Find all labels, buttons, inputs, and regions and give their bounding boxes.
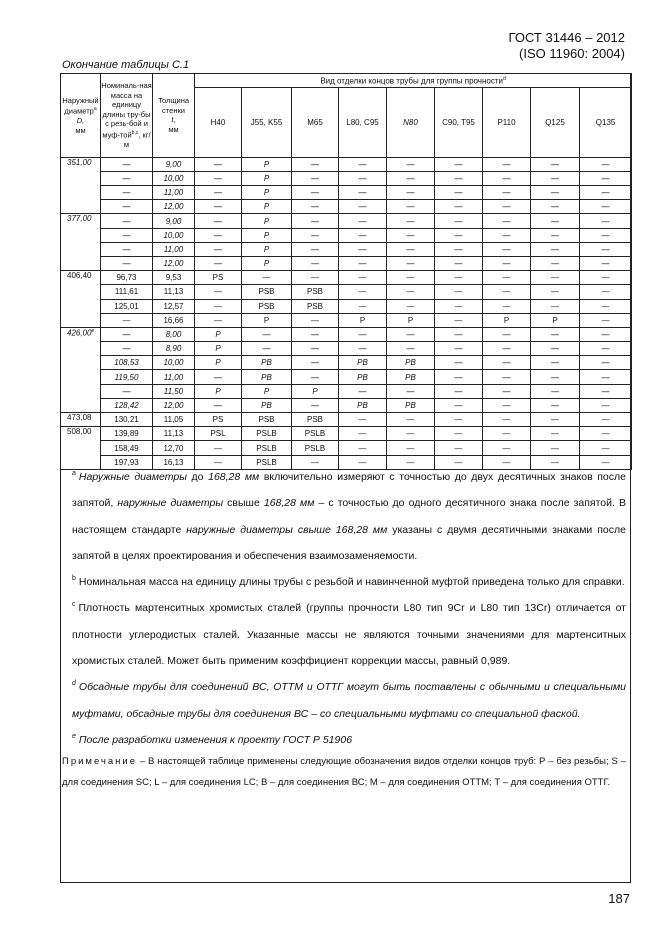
- finish-cell: —: [435, 242, 483, 256]
- table-row: [61, 171, 632, 185]
- finish-cell: —: [339, 342, 387, 356]
- finish-cell: P: [242, 228, 292, 242]
- mass-cell: —: [101, 313, 153, 327]
- finish-cell: —: [292, 214, 339, 228]
- grade-header: M65: [292, 87, 339, 157]
- wall-cell: 11,00: [153, 370, 195, 384]
- finish-cell: —: [387, 186, 435, 200]
- finish-cell: —: [339, 455, 387, 469]
- table-row: [61, 413, 632, 427]
- finish-cell: —: [339, 327, 387, 341]
- finish-cell: —: [339, 256, 387, 270]
- finish-cell: P: [242, 157, 292, 171]
- finish-cell: —: [292, 356, 339, 370]
- mass-cell: —: [101, 342, 153, 356]
- finish-cell: —: [435, 455, 483, 469]
- finish-cell: —: [387, 242, 435, 256]
- finish-cell: —: [195, 299, 242, 313]
- grade-header: J55, K55: [242, 87, 292, 157]
- finish-cell: —: [531, 356, 580, 370]
- finish-cell: —: [195, 214, 242, 228]
- finish-cell: —: [580, 327, 632, 341]
- finish-cell: PS: [195, 413, 242, 427]
- wall-cell: 10,00: [153, 228, 195, 242]
- finish-cell: —: [531, 186, 580, 200]
- finish-cell: —: [387, 271, 435, 285]
- finish-cell: —: [387, 157, 435, 171]
- wall-cell: 11,13: [153, 427, 195, 441]
- finish-cell: —: [580, 427, 632, 441]
- finish-cell: —: [435, 271, 483, 285]
- finish-cell: —: [435, 413, 483, 427]
- finish-cell: —: [435, 356, 483, 370]
- finish-cell: PSB: [292, 299, 339, 313]
- finish-cell: —: [387, 441, 435, 455]
- footnote-c: $^c$ Плотность мартенситных хромистых сталей (группы прочности L80 тип 9Cr и L80 тип 13Cr) отличается от плотности углеродистых сталей. Указанные массы не являются точными значениями для мартенситных хромистых сталей. Может быть применим коэффициент коррекции массы, равный 0,989.: [72, 601, 626, 668]
- grade-header: L80, C95: [339, 87, 387, 157]
- finish-cell: —: [580, 299, 632, 313]
- finish-cell: PSL: [195, 427, 242, 441]
- finish-cell: PSB: [292, 285, 339, 299]
- finish-cell: —: [580, 398, 632, 412]
- finish-cell: —: [483, 285, 531, 299]
- finish-cell: —: [483, 242, 531, 256]
- finish-cell: —: [483, 171, 531, 185]
- finish-cell: —: [531, 342, 580, 356]
- table-row: [61, 356, 632, 370]
- finish-cell: —: [531, 299, 580, 313]
- finish-cell: P: [339, 313, 387, 327]
- finish-cell: —: [483, 441, 531, 455]
- finish-cell: PB: [339, 370, 387, 384]
- table-row: [61, 228, 632, 242]
- finish-cell: —: [483, 427, 531, 441]
- mass-cell: —: [101, 384, 153, 398]
- od-cell: 351,00: [61, 157, 101, 214]
- finish-cell: —: [195, 441, 242, 455]
- table-row: [61, 200, 632, 214]
- table-row: [61, 398, 632, 412]
- finish-cell: —: [580, 171, 632, 185]
- finish-cell: PSLB: [242, 455, 292, 469]
- finish-cell: PS: [195, 271, 242, 285]
- grade-header: Q125: [531, 87, 580, 157]
- finish-cell: —: [435, 157, 483, 171]
- wall-cell: 10,00: [153, 356, 195, 370]
- finish-cell: —: [483, 271, 531, 285]
- mass-cell: 130,21: [101, 413, 153, 427]
- finish-cell: —: [483, 413, 531, 427]
- finish-cell: —: [292, 455, 339, 469]
- page-number: 187: [608, 891, 630, 906]
- mass-cell: 197,93: [101, 455, 153, 469]
- finish-cell: —: [435, 313, 483, 327]
- finish-cell: —: [339, 427, 387, 441]
- finish-cell: —: [531, 327, 580, 341]
- finish-cell: P: [242, 171, 292, 185]
- finish-cell: —: [292, 228, 339, 242]
- finish-cell: —: [387, 413, 435, 427]
- finish-cell: —: [580, 370, 632, 384]
- finish-cell: P: [242, 214, 292, 228]
- finish-cell: —: [292, 327, 339, 341]
- wall-cell: 9,53: [153, 271, 195, 285]
- col-header-wall: Толщина стенки t, мм: [153, 74, 195, 158]
- table-row: [61, 242, 632, 256]
- wall-cell: 12,57: [153, 299, 195, 313]
- finish-cell: —: [580, 228, 632, 242]
- wall-cell: 10,00: [153, 171, 195, 185]
- finish-cell: —: [580, 157, 632, 171]
- footnote-b: $^b$ Номинальная масса на единицу длины трубы с резьбой и навинченной муфтой приведена только для справки.: [72, 575, 625, 589]
- wall-cell: 11,00: [153, 186, 195, 200]
- pipe-table: [60, 73, 632, 470]
- finish-cell: —: [483, 200, 531, 214]
- finish-cell: —: [292, 157, 339, 171]
- finish-cell: P: [387, 313, 435, 327]
- wall-cell: 16,13: [153, 455, 195, 469]
- finish-cell: —: [483, 186, 531, 200]
- od-cell: 406,40: [61, 271, 101, 328]
- wall-cell: 12,00: [153, 200, 195, 214]
- finish-cell: —: [292, 313, 339, 327]
- finish-cell: —: [195, 228, 242, 242]
- col-header-od: Наружный диаметр$^a$ D, мм: [61, 74, 101, 158]
- mass-cell: 139,89: [101, 427, 153, 441]
- wall-cell: 9,00: [153, 157, 195, 171]
- finish-cell: —: [339, 384, 387, 398]
- finish-cell: —: [435, 384, 483, 398]
- od-cell: 426,00e: [61, 327, 101, 412]
- finish-cell: —: [435, 427, 483, 441]
- finish-cell: —: [435, 214, 483, 228]
- table-row: [61, 214, 632, 228]
- od-cell: 508,00: [61, 427, 101, 470]
- finish-cell: —: [580, 441, 632, 455]
- finish-cell: —: [387, 285, 435, 299]
- finish-cell: —: [292, 271, 339, 285]
- table-row: [61, 384, 632, 398]
- finish-cell: PSB: [242, 285, 292, 299]
- wall-cell: 12,70: [153, 441, 195, 455]
- finish-cell: —: [387, 342, 435, 356]
- finish-cell: —: [483, 256, 531, 270]
- finish-cell: —: [483, 455, 531, 469]
- grade-header: P110: [483, 87, 531, 157]
- finish-cell: —: [292, 242, 339, 256]
- finish-cell: —: [195, 256, 242, 270]
- finish-cell: —: [195, 455, 242, 469]
- finish-cell: —: [580, 413, 632, 427]
- finish-cell: —: [387, 214, 435, 228]
- finish-cell: —: [531, 441, 580, 455]
- table-row: [61, 427, 632, 441]
- standard-number: ГОСТ 31446 – 2012: [508, 30, 625, 45]
- finish-cell: —: [339, 413, 387, 427]
- finish-cell: P: [195, 356, 242, 370]
- od-cell: 473,08: [61, 413, 101, 427]
- finish-cell: —: [292, 200, 339, 214]
- finish-cell: —: [580, 342, 632, 356]
- wall-cell: 12,00: [153, 398, 195, 412]
- finish-cell: —: [531, 370, 580, 384]
- finish-cell: —: [292, 342, 339, 356]
- finish-cell: —: [292, 256, 339, 270]
- finish-cell: PB: [387, 356, 435, 370]
- finish-cell: —: [580, 384, 632, 398]
- finish-cell: P: [242, 242, 292, 256]
- finish-cell: —: [339, 157, 387, 171]
- iso-reference: (ISO 11960: 2004): [519, 46, 625, 61]
- mass-cell: —: [101, 157, 153, 171]
- finish-cell: P: [292, 384, 339, 398]
- finish-cell: —: [483, 157, 531, 171]
- table-row: [61, 342, 632, 356]
- finish-cell: —: [387, 256, 435, 270]
- finish-cell: —: [580, 214, 632, 228]
- mass-cell: —: [101, 186, 153, 200]
- wall-cell: 9,00: [153, 214, 195, 228]
- finish-cell: —: [531, 157, 580, 171]
- finish-cell: PB: [387, 370, 435, 384]
- finish-cell: —: [387, 427, 435, 441]
- finish-cell: —: [387, 228, 435, 242]
- mass-cell: —: [101, 228, 153, 242]
- finish-cell: —: [339, 271, 387, 285]
- table-row: [61, 299, 632, 313]
- finish-cell: P: [242, 313, 292, 327]
- mass-cell: —: [101, 327, 153, 341]
- finish-cell: —: [531, 285, 580, 299]
- finish-cell: —: [531, 384, 580, 398]
- finish-cell: —: [435, 299, 483, 313]
- finish-cell: —: [195, 285, 242, 299]
- col-header-group: Вид отделки концов трубы для группы прочности$^d$: [195, 74, 632, 88]
- finish-cell: —: [435, 200, 483, 214]
- wall-cell: 12,00: [153, 256, 195, 270]
- finish-cell: —: [195, 313, 242, 327]
- finish-cell: —: [195, 157, 242, 171]
- finish-cell: —: [339, 171, 387, 185]
- finish-cell: —: [531, 214, 580, 228]
- wall-cell: 11,13: [153, 285, 195, 299]
- finish-cell: —: [195, 242, 242, 256]
- finish-cell: —: [292, 370, 339, 384]
- finish-cell: —: [292, 398, 339, 412]
- finish-cell: PSLB: [242, 427, 292, 441]
- finish-cell: —: [195, 186, 242, 200]
- finish-cell: —: [339, 228, 387, 242]
- finish-cell: —: [531, 427, 580, 441]
- mass-cell: —: [101, 242, 153, 256]
- finish-cell: —: [242, 342, 292, 356]
- finish-cell: PSLB: [242, 441, 292, 455]
- finish-cell: —: [387, 327, 435, 341]
- finish-cell: —: [339, 186, 387, 200]
- finish-cell: —: [580, 356, 632, 370]
- finish-cell: —: [242, 327, 292, 341]
- finish-cell: —: [339, 299, 387, 313]
- finish-cell: PSB: [242, 299, 292, 313]
- finish-cell: —: [435, 327, 483, 341]
- mass-cell: 125,01: [101, 299, 153, 313]
- mass-cell: 96,73: [101, 271, 153, 285]
- grade-header: C90, T95: [435, 87, 483, 157]
- table-footnotes: [62, 464, 626, 793]
- finish-cell: —: [435, 398, 483, 412]
- table-row: [61, 186, 632, 200]
- finish-cell: —: [483, 370, 531, 384]
- finish-cell: —: [483, 228, 531, 242]
- finish-cell: —: [531, 242, 580, 256]
- finish-cell: P: [242, 256, 292, 270]
- finish-cell: —: [339, 200, 387, 214]
- finish-cell: —: [580, 271, 632, 285]
- finish-cell: —: [580, 242, 632, 256]
- finish-cell: —: [387, 455, 435, 469]
- finish-cell: —: [483, 384, 531, 398]
- grade-header: Q135: [580, 87, 632, 157]
- finish-cell: —: [339, 285, 387, 299]
- mass-cell: —: [101, 200, 153, 214]
- finish-cell: —: [531, 200, 580, 214]
- finish-cell: PB: [339, 356, 387, 370]
- finish-cell: —: [483, 398, 531, 412]
- mass-cell: 111,61: [101, 285, 153, 299]
- finish-cell: —: [195, 171, 242, 185]
- finish-cell: PSB: [292, 413, 339, 427]
- finish-cell: —: [339, 441, 387, 455]
- wall-cell: 16,66: [153, 313, 195, 327]
- table-row: [61, 370, 632, 384]
- finish-cell: P: [531, 313, 580, 327]
- finish-cell: P: [195, 327, 242, 341]
- finish-cell: PSB: [242, 413, 292, 427]
- finish-cell: —: [339, 214, 387, 228]
- finish-cell: —: [292, 171, 339, 185]
- wall-cell: 11,50: [153, 384, 195, 398]
- finish-cell: —: [531, 398, 580, 412]
- wall-cell: 8,00: [153, 327, 195, 341]
- finish-cell: —: [580, 200, 632, 214]
- finish-cell: —: [435, 441, 483, 455]
- finish-cell: —: [387, 171, 435, 185]
- finish-cell: —: [531, 271, 580, 285]
- mass-cell: 128,42: [101, 398, 153, 412]
- finish-cell: P: [242, 200, 292, 214]
- mass-cell: —: [101, 214, 153, 228]
- wall-cell: 11,05: [153, 413, 195, 427]
- finish-cell: P: [242, 384, 292, 398]
- finish-cell: —: [435, 256, 483, 270]
- finish-cell: —: [292, 186, 339, 200]
- finish-cell: —: [580, 285, 632, 299]
- finish-cell: P: [195, 342, 242, 356]
- mass-cell: 108,53: [101, 356, 153, 370]
- mass-cell: —: [101, 171, 153, 185]
- finish-cell: —: [339, 242, 387, 256]
- footnote-e: $^e$ После разработки изменения к проекту ГОСТ Р 51906: [72, 732, 353, 746]
- finish-cell: —: [483, 356, 531, 370]
- finish-cell: P: [242, 186, 292, 200]
- grade-header: H40: [195, 87, 242, 157]
- finish-cell: —: [580, 186, 632, 200]
- finish-cell: —: [531, 256, 580, 270]
- mass-cell: 119,50: [101, 370, 153, 384]
- finish-cell: —: [483, 342, 531, 356]
- table-row: [61, 313, 632, 327]
- finish-cell: —: [435, 342, 483, 356]
- finish-cell: —: [580, 256, 632, 270]
- finish-cell: —: [195, 398, 242, 412]
- table-caption: Окончание таблицы С.1: [62, 59, 190, 71]
- finish-cell: —: [435, 370, 483, 384]
- footnote-d: $^d$ Обсадные трубы для соединений ВС, ОТТМ и ОТТГ могут быть поставлены с обычными и специальными муфтами, обсадные трубы для соединения ВС – со специальными муфтами со специальной фаской.: [72, 680, 626, 720]
- table-row: [61, 441, 632, 455]
- finish-cell: —: [435, 186, 483, 200]
- finish-cell: PB: [242, 398, 292, 412]
- finish-cell: —: [483, 299, 531, 313]
- document-header: [509, 30, 625, 62]
- col-header-mass: Номиналь-ная масса на единицу длины тру-бы с резь-бой и муф-той$^{b,c}$, кг/м: [101, 74, 153, 158]
- table-note: Примечание – В настоящей таблице применены следующие обозначения видов отделки концов труб: Р – без резьбы; S – для соединения SC; L – для соединения LC; В – для соединения ВС; М – для соединения ОТТМ; Т – для соединения ОТТГ.: [62, 756, 626, 788]
- finish-cell: PB: [339, 398, 387, 412]
- finish-cell: —: [435, 171, 483, 185]
- footnote-a: $^a$ Наружные диаметры до 168,28 мм включительно измеряют с точностью до двух десятичных знаков после запятой, наружные диаметры свыше 168,28 мм – с точностью до одного десятичного знака после запятой. В настоящем стандарте наружные диаметры свыше 168,28 мм указаны с двумя десятичными знаками после запятой в целях проектирования и обеспечения взаимозаменяемости.: [72, 470, 626, 562]
- finish-cell: PSLB: [292, 441, 339, 455]
- finish-cell: —: [531, 455, 580, 469]
- wall-cell: 11,00: [153, 242, 195, 256]
- finish-cell: —: [580, 313, 632, 327]
- mass-cell: 158,49: [101, 441, 153, 455]
- finish-cell: —: [435, 228, 483, 242]
- finish-cell: —: [531, 413, 580, 427]
- finish-cell: —: [195, 200, 242, 214]
- finish-cell: —: [195, 370, 242, 384]
- finish-cell: —: [387, 200, 435, 214]
- table-row: [61, 271, 632, 285]
- finish-cell: —: [387, 299, 435, 313]
- od-cell: 377,00: [61, 214, 101, 271]
- finish-cell: —: [531, 228, 580, 242]
- finish-cell: P: [483, 313, 531, 327]
- grade-header: N80: [387, 87, 435, 157]
- table-row: [61, 256, 632, 270]
- finish-cell: PB: [242, 370, 292, 384]
- table-row: [61, 285, 632, 299]
- finish-cell: —: [242, 271, 292, 285]
- mass-cell: —: [101, 256, 153, 270]
- finish-cell: —: [435, 285, 483, 299]
- table-row: [61, 327, 632, 341]
- finish-cell: PB: [387, 398, 435, 412]
- finish-cell: PSLB: [292, 427, 339, 441]
- finish-cell: —: [387, 384, 435, 398]
- finish-cell: —: [531, 171, 580, 185]
- finish-cell: PB: [242, 356, 292, 370]
- table-row: [61, 157, 632, 171]
- finish-cell: —: [483, 214, 531, 228]
- finish-cell: —: [483, 327, 531, 341]
- finish-cell: —: [580, 455, 632, 469]
- wall-cell: 8,90: [153, 342, 195, 356]
- finish-cell: P: [195, 384, 242, 398]
